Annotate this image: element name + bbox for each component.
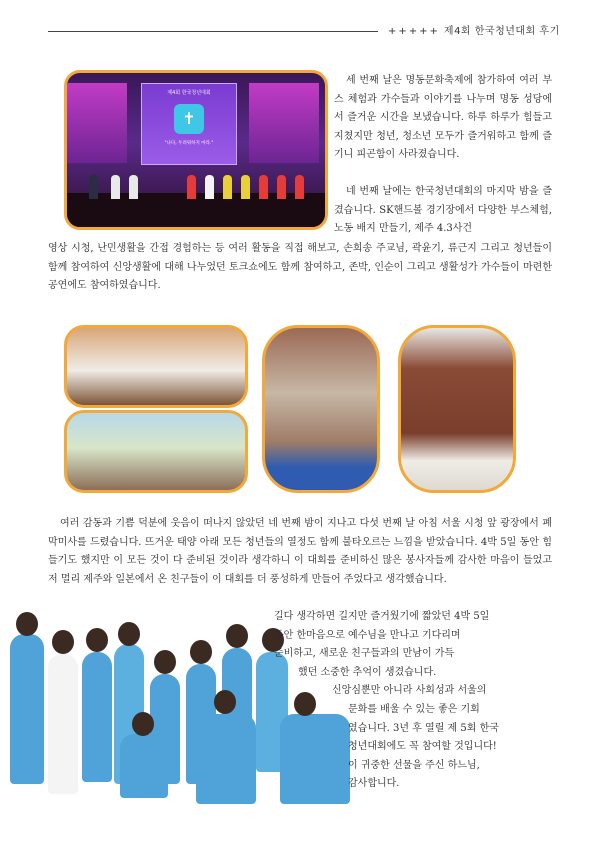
event-logo-icon: ✝	[174, 104, 204, 134]
paragraph-day3: 세 번째 날은 명동문화축제에 참가하여 여러 부스 체험과 가수들과 이야기를 나누며 명동 성당에서 즐거운 시간을 보냈습니다. 하루 하루가 힘들고 지쳤지만 청년, 청소년 모두가 즐거워하고 함께 즐기니 피곤함이 사라졌습니다.	[334, 75, 552, 161]
closing-line: 했던 소중한 추억이 생겼습니다.	[298, 666, 437, 678]
closing-line: 길다 생각하면 길지만 즐거웠기에 짧았던 4박 5일	[274, 611, 490, 622]
paragraph-closing	[240, 608, 552, 794]
screen-title: 제4회 한국청년대회	[167, 90, 211, 96]
photo-outdoor-festival	[64, 410, 248, 493]
running-header	[388, 22, 560, 37]
closing-line: 신앙심뿐만 아니라 사회성과 서울의	[332, 685, 487, 697]
stage-photo	[64, 70, 328, 230]
photo-cathedral-group	[262, 325, 380, 493]
closing-line: 동안 한마음으로 예수님을 만나고 기다리며	[274, 629, 461, 641]
header-plus-marks: +++++	[388, 26, 440, 37]
closing-line: 청년대회에도 꼭 참여할 것입니다!	[348, 741, 497, 753]
screen-caption: "나다, 두려워하지 마라."	[164, 141, 214, 146]
photo-myeongdong-cathedral	[398, 325, 516, 493]
paragraph-day4-top: 네 번째 날에는 한국청년대회의 마지막 밤을 즐겼습니다. SK핸드볼 경기장에서 다양한 부스체험, 노동 배지 만들기, 제주 4.3사건	[334, 186, 552, 235]
header-title: 제4회 한국청년대회 후기	[443, 26, 560, 37]
closing-line: 감사합니다.	[348, 778, 400, 790]
closing-line: 였습니다. 3년 후 열릴 제 5회 한국	[348, 722, 499, 734]
header-rule	[48, 31, 378, 32]
paragraph-day5: 여러 감동과 기쁨 덕분에 웃음이 떠나지 않았던 네 번째 밤이 지나고 다섯 번째 날 아침 서울 시청 앞 광장에서 폐막미사를 드렸습니다. 뜨거운 태양 아래 모든 청년들의 열정도 함께 불타오르는 느낌을 받았습니다. 4박 5일 동안 힘들기도 했지만 이 모든 것이 다 준비된 것이라 생각하니 이 대회를 준비하신 많은 봉사자들께 감사한 마음이 들었고 저 멀리 제주와 일본에서 온 친구들이 이 대회를 더 풍성하게 만들어 주었다고 생각했습니다.	[48, 518, 552, 585]
closing-line: 이 귀중한 선물을 주신 하느님,	[348, 759, 480, 771]
closing-line: 준비하고, 새로운 친구들과의 만남이 가득	[274, 648, 455, 660]
closing-line: 문화를 배울 수 있는 좋은 기회	[348, 703, 480, 715]
photo-talk-session	[64, 325, 248, 408]
paragraph-day4-bottom: 영상 시청, 난민생활을 간접 경험하는 등 여러 활동을 직접 해보고, 손희송 주교님, 곽윤기, 류근지 그리고 청년들이 함께 참여하여 신앙생활에 대해 나누었던 토크쇼에도 함께 참여하고, 존박, 인순이 그리고 생활성가 가수들이 마련한 공연에도 참여하였습니다.	[48, 243, 552, 292]
stage-screen	[141, 83, 237, 165]
